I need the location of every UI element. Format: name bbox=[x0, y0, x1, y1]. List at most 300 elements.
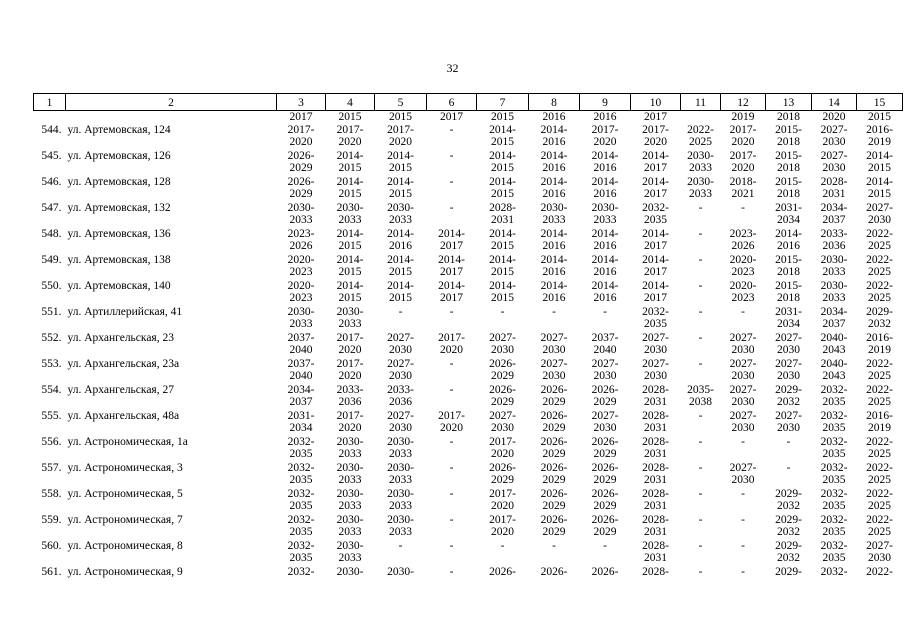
period-cell bbox=[375, 306, 427, 332]
period-start: 2017- bbox=[489, 435, 516, 448]
period-cell bbox=[477, 488, 529, 514]
period-start: 2014- bbox=[336, 149, 364, 162]
period-cell bbox=[477, 228, 529, 254]
period-end bbox=[721, 318, 766, 331]
period-end: 2029 bbox=[491, 474, 514, 486]
period-start: 2023- bbox=[729, 227, 757, 240]
period-start: 2014- bbox=[387, 175, 414, 188]
period-start: 2028- bbox=[820, 175, 848, 188]
period-end: 2015 bbox=[491, 136, 514, 148]
period-start: - bbox=[741, 487, 745, 500]
period-end bbox=[681, 266, 721, 279]
period-end: 2029 bbox=[593, 526, 617, 538]
period-cell bbox=[277, 436, 326, 462]
table-row bbox=[34, 124, 903, 150]
period-cell bbox=[812, 540, 857, 566]
period-end: 2030 bbox=[731, 474, 755, 486]
period-start: 2035- bbox=[687, 383, 714, 396]
period-end bbox=[681, 578, 721, 591]
period-end: 2031 bbox=[644, 552, 667, 564]
period-cell bbox=[681, 566, 721, 592]
period-end: 2030 bbox=[777, 422, 800, 434]
period-start: 2014- bbox=[336, 175, 364, 188]
period-start: 2015- bbox=[775, 253, 802, 266]
period-cell bbox=[631, 566, 681, 592]
period-end: 2015 bbox=[868, 162, 891, 174]
row-number: 544. bbox=[41, 123, 62, 136]
period-start: 2017- bbox=[489, 487, 516, 500]
period-end: 2029 bbox=[491, 370, 514, 382]
period-start: 2026- bbox=[591, 461, 619, 474]
period-cell bbox=[631, 488, 681, 514]
period-cell bbox=[375, 124, 427, 150]
period-cell bbox=[857, 436, 903, 462]
period-cell bbox=[580, 514, 631, 540]
period-start: - bbox=[552, 539, 556, 552]
period-cell bbox=[721, 358, 766, 384]
period-start: - bbox=[698, 227, 703, 240]
period-cell bbox=[529, 488, 580, 514]
period-cell bbox=[721, 462, 766, 488]
period-start: 2032- bbox=[820, 435, 848, 448]
period-cell bbox=[721, 306, 766, 332]
period-start: 2014- bbox=[540, 175, 568, 188]
period-cell bbox=[766, 540, 812, 566]
period-start: 2030- bbox=[820, 279, 848, 292]
period-end: 2020 bbox=[289, 136, 313, 148]
period-start: 2016- bbox=[866, 409, 893, 422]
period-cell bbox=[857, 462, 903, 488]
period-end: 2029 bbox=[542, 474, 566, 486]
period-start: 2032- bbox=[287, 435, 315, 448]
period-cell bbox=[427, 228, 477, 254]
carry-over-cell: 2018 bbox=[777, 111, 800, 123]
period-start: - bbox=[449, 201, 454, 214]
row-number: 558. bbox=[41, 487, 62, 500]
period-end: 2033 bbox=[338, 318, 362, 330]
period-start: - bbox=[449, 513, 454, 526]
period-cell bbox=[812, 254, 857, 280]
period-end: 2017 bbox=[440, 240, 463, 252]
column-header-12: 12 bbox=[721, 94, 766, 111]
period-end bbox=[681, 448, 721, 461]
period-start: - bbox=[398, 539, 403, 552]
period-start: 2022- bbox=[687, 123, 714, 136]
period-cell bbox=[721, 410, 766, 436]
address-cell: ул. Астрономическая, 5 bbox=[67, 487, 183, 500]
period-end bbox=[427, 370, 477, 383]
row-number: 551. bbox=[41, 305, 62, 318]
period-start: 2028- bbox=[642, 565, 669, 578]
period-end bbox=[427, 136, 477, 149]
period-end: 2035 bbox=[822, 526, 846, 538]
column-header-15: 15 bbox=[857, 94, 903, 111]
period-end: 2029 bbox=[542, 396, 566, 408]
period-start: 2028- bbox=[642, 409, 669, 422]
period-cell bbox=[375, 514, 427, 540]
period-cell bbox=[721, 176, 766, 202]
period-end: 2030 bbox=[731, 396, 755, 408]
table-row bbox=[34, 176, 903, 202]
period-start: 2026- bbox=[591, 513, 619, 526]
column-header-3: 3 bbox=[277, 94, 326, 111]
period-end: 2040 bbox=[289, 344, 313, 356]
period-cell bbox=[631, 358, 681, 384]
row-number: 552. bbox=[41, 331, 62, 344]
period-cell bbox=[857, 540, 903, 566]
period-end bbox=[681, 422, 721, 435]
period-cell bbox=[766, 332, 812, 358]
period-start: - bbox=[698, 201, 703, 214]
row-number: 550. bbox=[41, 279, 62, 292]
period-start: 2031- bbox=[287, 409, 315, 422]
period-end: 2029 bbox=[542, 500, 566, 512]
page-number: 32 bbox=[446, 61, 459, 75]
period-start: 2014- bbox=[387, 279, 414, 292]
period-cell bbox=[857, 410, 903, 436]
carry-over-cell: 2017 bbox=[644, 111, 667, 123]
period-cell bbox=[326, 358, 375, 384]
period-end: 2017 bbox=[644, 240, 667, 252]
period-start: 2030- bbox=[820, 253, 848, 266]
row-number: 549. bbox=[41, 253, 62, 266]
address-cell: ул. Архангельская, 23а bbox=[67, 357, 180, 370]
period-end: 2020 bbox=[491, 448, 514, 460]
period-end: 2020 bbox=[338, 370, 362, 382]
period-end: 2025 bbox=[868, 526, 891, 538]
period-cell bbox=[766, 280, 812, 306]
period-cell bbox=[681, 280, 721, 306]
period-cell bbox=[326, 514, 375, 540]
period-start: 2040- bbox=[820, 357, 848, 370]
period-start: 2020- bbox=[729, 253, 757, 266]
period-end: 2032 bbox=[777, 396, 800, 408]
period-start: 2027- bbox=[591, 357, 619, 370]
period-cell bbox=[477, 150, 529, 176]
period-end bbox=[375, 318, 427, 331]
address-cell: ул. Астрономическая, 7 bbox=[67, 513, 183, 526]
period-cell bbox=[766, 488, 812, 514]
period-cell bbox=[326, 150, 375, 176]
row-number: 560. bbox=[41, 539, 62, 552]
period-end: 2035 bbox=[289, 526, 313, 538]
period-cell bbox=[477, 436, 529, 462]
period-start: 2014- bbox=[489, 123, 516, 136]
period-start: 2028- bbox=[642, 539, 669, 552]
period-end: 2016 bbox=[593, 240, 617, 252]
period-cell bbox=[766, 358, 812, 384]
period-start: 2022- bbox=[866, 565, 893, 578]
period-end: 2033 bbox=[338, 448, 362, 460]
period-end: 2019 bbox=[868, 422, 891, 434]
row-number: 555. bbox=[41, 409, 62, 422]
column-header-1: 1 bbox=[34, 94, 66, 111]
period-start: 2032- bbox=[820, 461, 848, 474]
period-end: 2035 bbox=[822, 448, 846, 460]
period-start: - bbox=[603, 539, 607, 552]
address-cell: ул. Артемовская, 132 bbox=[67, 201, 171, 214]
period-cell bbox=[477, 566, 529, 592]
period-end: 2015 bbox=[338, 162, 362, 174]
period-start: 2014- bbox=[387, 149, 414, 162]
period-start: - bbox=[398, 305, 403, 318]
period-end bbox=[721, 214, 766, 227]
period-end bbox=[427, 318, 477, 331]
period-start: 2026- bbox=[591, 487, 619, 500]
period-start: 2026- bbox=[540, 461, 568, 474]
period-cell bbox=[812, 124, 857, 150]
period-cell bbox=[631, 254, 681, 280]
period-end bbox=[857, 578, 903, 591]
period-cell bbox=[631, 150, 681, 176]
period-cell bbox=[721, 150, 766, 176]
period-start: - bbox=[698, 487, 703, 500]
period-start: 2032- bbox=[820, 487, 848, 500]
period-cell bbox=[721, 124, 766, 150]
period-start: 2014- bbox=[591, 149, 619, 162]
table-row bbox=[34, 228, 903, 254]
period-start: 2014- bbox=[866, 149, 893, 162]
period-cell bbox=[427, 306, 477, 332]
period-start: 2033- bbox=[387, 383, 414, 396]
period-start: 2032- bbox=[287, 461, 315, 474]
period-cell bbox=[681, 150, 721, 176]
period-end: 2015 bbox=[389, 188, 412, 200]
period-start: 2026- bbox=[540, 383, 568, 396]
period-start: - bbox=[698, 539, 703, 552]
period-start: 2031- bbox=[775, 305, 802, 318]
period-start: 2030- bbox=[336, 565, 364, 578]
period-start: - bbox=[449, 565, 454, 578]
address-cell: ул. Артемовская, 126 bbox=[67, 149, 171, 162]
period-cell bbox=[631, 280, 681, 306]
period-cell bbox=[529, 332, 580, 358]
period-end: 2017 bbox=[644, 266, 667, 278]
period-cell bbox=[427, 254, 477, 280]
period-end bbox=[427, 162, 477, 175]
period-start: 2014- bbox=[336, 279, 364, 292]
period-end: 2031 bbox=[644, 422, 667, 434]
period-cell bbox=[375, 280, 427, 306]
period-start: 2034- bbox=[820, 201, 848, 214]
period-start: 2026- bbox=[540, 565, 568, 578]
period-cell bbox=[427, 566, 477, 592]
period-end: 2033 bbox=[289, 318, 313, 330]
period-cell bbox=[277, 176, 326, 202]
period-end bbox=[681, 552, 721, 565]
period-cell bbox=[766, 306, 812, 332]
period-cell bbox=[721, 384, 766, 410]
period-end: 2034 bbox=[777, 318, 800, 330]
period-start: 2029- bbox=[775, 383, 802, 396]
period-start: 2014- bbox=[642, 279, 669, 292]
period-end: 2029 bbox=[593, 500, 617, 512]
period-cell bbox=[721, 332, 766, 358]
period-start: 2016- bbox=[866, 331, 893, 344]
period-end: 2033 bbox=[338, 552, 362, 564]
period-cell bbox=[375, 384, 427, 410]
period-cell bbox=[580, 254, 631, 280]
period-cell bbox=[766, 124, 812, 150]
period-cell bbox=[766, 436, 812, 462]
table-row bbox=[34, 150, 903, 176]
period-end: 2020 bbox=[440, 344, 463, 356]
period-start: 2029- bbox=[866, 305, 893, 318]
period-cell bbox=[580, 358, 631, 384]
period-end: 2040 bbox=[593, 344, 617, 356]
period-cell bbox=[326, 488, 375, 514]
period-cell bbox=[681, 202, 721, 228]
period-end bbox=[529, 318, 580, 331]
period-start: 2027- bbox=[866, 201, 893, 214]
period-end: 2033 bbox=[389, 526, 412, 538]
period-start: 2014- bbox=[489, 253, 516, 266]
period-end: 2016 bbox=[593, 162, 617, 174]
carry-over-cell: 2020 bbox=[822, 111, 846, 123]
period-end: 2030 bbox=[389, 422, 412, 434]
period-start: 2017- bbox=[438, 409, 465, 422]
period-cell bbox=[681, 540, 721, 566]
period-cell bbox=[721, 566, 766, 592]
period-start: - bbox=[698, 331, 703, 344]
carry-over-cell bbox=[34, 111, 66, 124]
period-end: 2030 bbox=[491, 422, 514, 434]
period-start: - bbox=[741, 513, 745, 526]
period-end: 2034 bbox=[777, 214, 800, 226]
period-cell bbox=[477, 384, 529, 410]
period-cell bbox=[766, 202, 812, 228]
period-start: 2027- bbox=[729, 409, 757, 422]
period-cell bbox=[529, 566, 580, 592]
period-start: - bbox=[449, 383, 454, 396]
period-end: 2025 bbox=[868, 370, 891, 382]
period-end: 2032 bbox=[777, 500, 800, 512]
period-end: 2015 bbox=[868, 188, 891, 200]
row-number: 547. bbox=[41, 201, 62, 214]
period-start: - bbox=[449, 175, 454, 188]
period-end bbox=[721, 448, 766, 461]
column-header-9: 9 bbox=[580, 94, 631, 111]
period-cell bbox=[721, 254, 766, 280]
period-cell bbox=[529, 384, 580, 410]
period-start: 2028- bbox=[642, 435, 669, 448]
period-cell bbox=[580, 228, 631, 254]
period-end: 2020 bbox=[731, 162, 755, 174]
period-start: 2030- bbox=[287, 305, 315, 318]
period-end: 2035 bbox=[289, 500, 313, 512]
period-end: 2020 bbox=[338, 136, 362, 148]
period-end: 2020 bbox=[593, 136, 617, 148]
period-start: 2023- bbox=[287, 227, 315, 240]
carry-over-cell: 2015 bbox=[868, 111, 891, 123]
period-start: 2030- bbox=[387, 201, 414, 214]
period-start: - bbox=[786, 461, 791, 474]
period-start: 2027- bbox=[820, 123, 848, 136]
period-start: 2017- bbox=[591, 123, 619, 136]
period-cell bbox=[580, 202, 631, 228]
period-cell bbox=[766, 410, 812, 436]
table-row bbox=[34, 566, 903, 592]
period-cell bbox=[375, 228, 427, 254]
table-row bbox=[34, 384, 903, 410]
period-start: 2014- bbox=[540, 227, 568, 240]
period-cell bbox=[681, 124, 721, 150]
period-start: 2027- bbox=[387, 357, 414, 370]
period-end: 2015 bbox=[338, 266, 362, 278]
period-end: 2033 bbox=[389, 474, 412, 486]
period-end: 2030 bbox=[868, 552, 891, 564]
period-cell bbox=[857, 488, 903, 514]
period-cell bbox=[580, 436, 631, 462]
period-cell bbox=[721, 540, 766, 566]
row-number: 559. bbox=[41, 513, 62, 526]
period-end: 2030 bbox=[777, 370, 800, 382]
period-cell bbox=[580, 124, 631, 150]
period-cell bbox=[375, 436, 427, 462]
period-end: 2015 bbox=[491, 188, 514, 200]
period-cell bbox=[326, 540, 375, 566]
period-start: 2014- bbox=[540, 279, 568, 292]
column-header-5: 5 bbox=[375, 94, 427, 111]
period-cell bbox=[375, 566, 427, 592]
period-cell bbox=[277, 410, 326, 436]
period-end: 2035 bbox=[644, 318, 667, 330]
row-number: 556. bbox=[41, 435, 62, 448]
column-header-7: 7 bbox=[477, 94, 529, 111]
period-cell bbox=[681, 176, 721, 202]
period-end bbox=[681, 214, 721, 227]
period-start: 2037- bbox=[287, 331, 315, 344]
period-cell bbox=[721, 280, 766, 306]
address-cell: ул. Артемовская, 140 bbox=[67, 279, 171, 292]
period-end: 2033 bbox=[822, 292, 846, 304]
row-number: 548. bbox=[41, 227, 62, 240]
address-cell: ул. Астрономическая, 8 bbox=[67, 539, 183, 552]
period-start: 2014- bbox=[438, 227, 465, 240]
period-end bbox=[580, 318, 631, 331]
period-end: 2033 bbox=[822, 266, 846, 278]
period-end: 2029 bbox=[289, 162, 313, 174]
period-end: 2023 bbox=[731, 266, 755, 278]
period-end: 2031 bbox=[822, 188, 846, 200]
period-end bbox=[427, 578, 477, 591]
period-cell bbox=[812, 358, 857, 384]
period-cell bbox=[326, 566, 375, 592]
period-end: 2015 bbox=[338, 292, 362, 304]
period-start: 2014- bbox=[642, 149, 669, 162]
period-start: 2022- bbox=[866, 435, 893, 448]
period-cell bbox=[477, 410, 529, 436]
period-cell bbox=[681, 410, 721, 436]
period-start: 2020- bbox=[729, 279, 757, 292]
period-start: 2027- bbox=[387, 409, 414, 422]
address-cell: ул. Архангельская, 23 bbox=[67, 331, 174, 344]
period-cell bbox=[681, 436, 721, 462]
period-end: 2032 bbox=[777, 526, 800, 538]
period-end: 2015 bbox=[338, 240, 362, 252]
period-start: 2014- bbox=[775, 227, 802, 240]
period-start: - bbox=[698, 565, 703, 578]
period-start: 2029- bbox=[775, 539, 802, 552]
period-start: 2027- bbox=[729, 357, 757, 370]
period-start: 2030- bbox=[540, 201, 568, 214]
period-start: 2032- bbox=[287, 513, 315, 526]
address-cell: ул. Архангельская, 27 bbox=[67, 383, 174, 396]
period-cell bbox=[427, 332, 477, 358]
period-start: 2017- bbox=[336, 331, 364, 344]
period-start: 2029- bbox=[775, 487, 802, 500]
table-row bbox=[34, 332, 903, 358]
